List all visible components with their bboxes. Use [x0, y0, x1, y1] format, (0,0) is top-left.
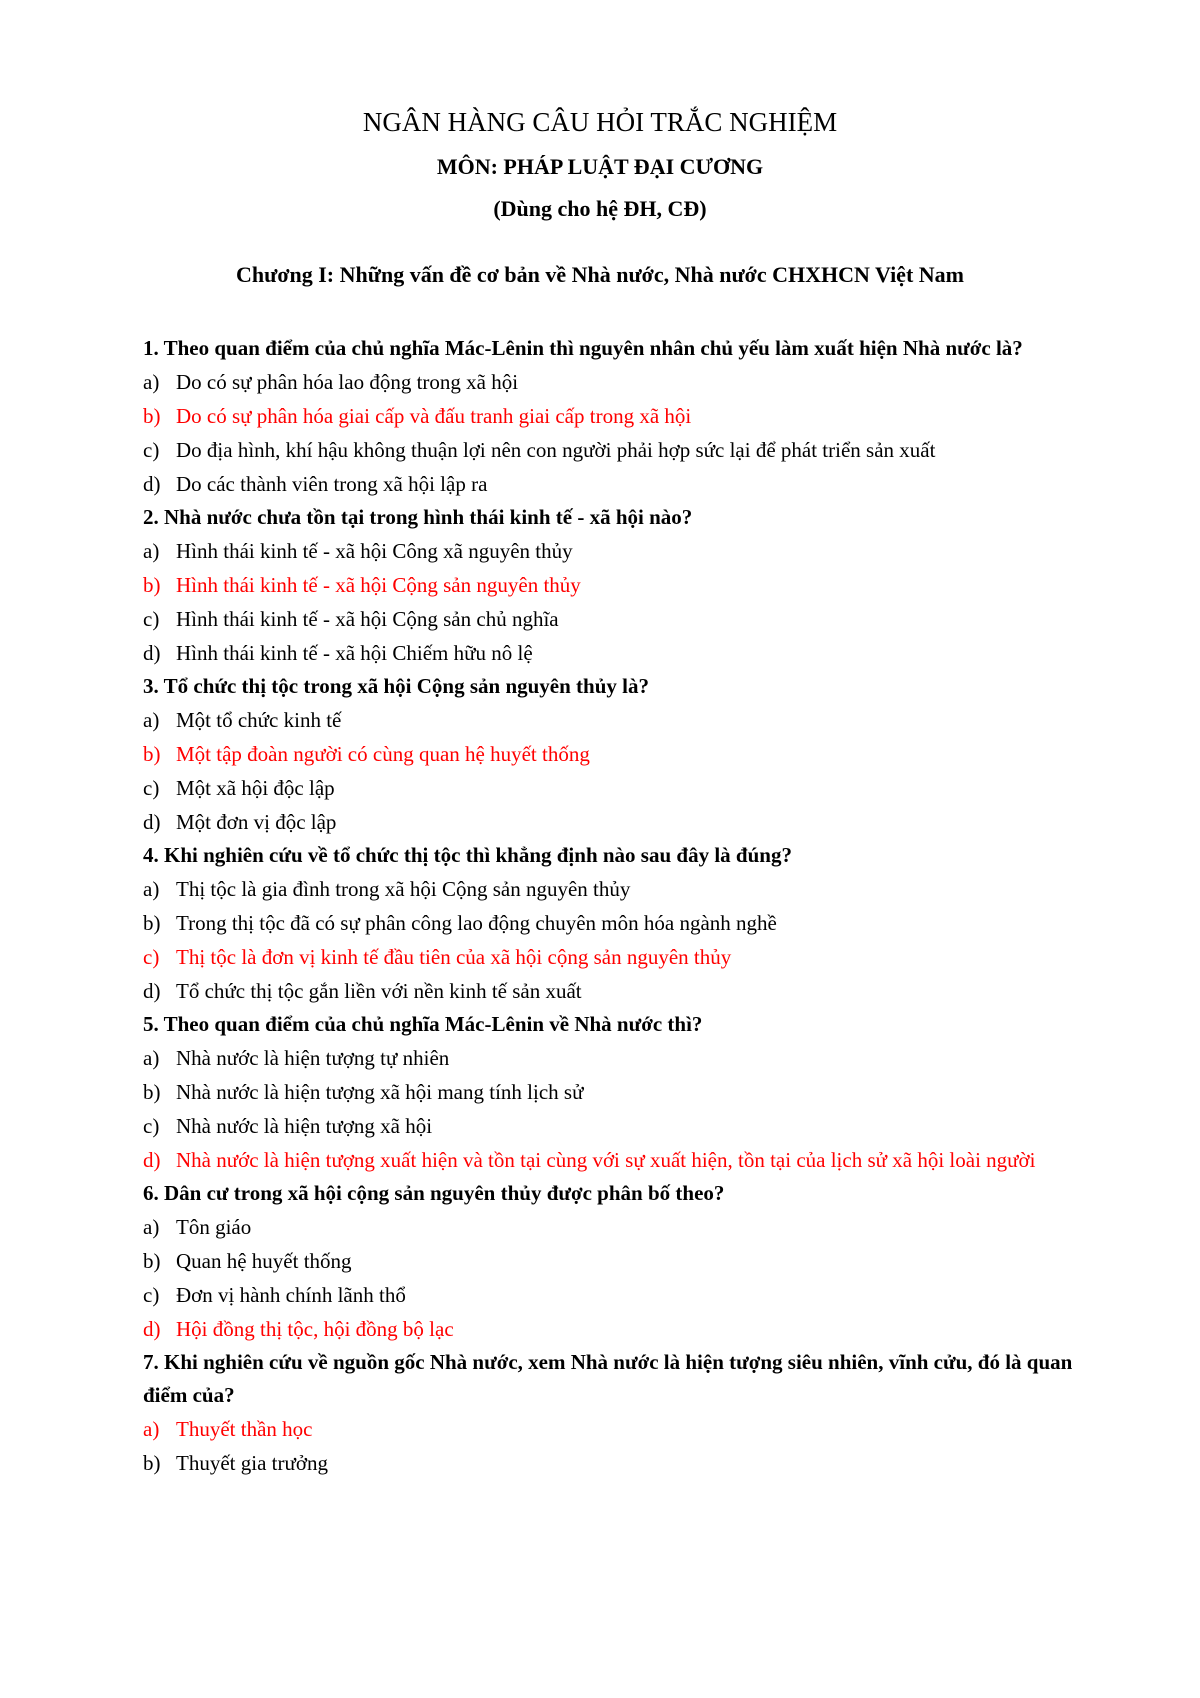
option-text: Trong thị tộc đã có sự phân công lao động chuyên môn hóa ngành nghề [176, 911, 777, 935]
question-item [143, 332, 1088, 501]
option-letter: b) [143, 1080, 161, 1104]
option-text: Hình thái kinh tế - xã hội Chiếm hữu nô lệ [176, 641, 533, 665]
answer-option-correct [143, 737, 1088, 771]
answer-option [143, 467, 1088, 501]
answer-option-correct [143, 1412, 1088, 1446]
answer-option [143, 1041, 1088, 1075]
option-letter: d) [143, 979, 161, 1003]
answer-option-correct [143, 568, 1088, 602]
answer-option [143, 1244, 1088, 1278]
answer-option [143, 872, 1088, 906]
option-letter: d) [143, 641, 161, 665]
option-letter: c) [143, 607, 160, 631]
option-text: Thuyết thần học [176, 1417, 313, 1441]
option-letter: c) [143, 438, 160, 462]
answer-option [143, 1109, 1088, 1143]
option-letter: a) [143, 1417, 160, 1441]
option-text: Do các thành viên trong xã hội lập ra [176, 472, 488, 496]
question-item [143, 670, 1088, 839]
option-text: Tôn giáo [176, 1215, 252, 1239]
question-stem: 6. Dân cư trong xã hội cộng sản nguyên thủy được phân bố theo? [143, 1181, 725, 1205]
option-letter: a) [143, 1215, 160, 1239]
answer-option [143, 365, 1088, 399]
question-stem: 3. Tổ chức thị tộc trong xã hội Cộng sản nguyên thủy là? [143, 674, 649, 698]
document-title: NGÂN HÀNG CÂU HỎI TRẮC NGHIỆM [362, 107, 838, 137]
option-letter: b) [143, 573, 161, 597]
option-text: Do địa hình, khí hậu không thuận lợi nên con người phải hợp sức lại để phát triển sản xuất [176, 438, 936, 462]
audience-note: (Dùng cho hệ ĐH, CĐ) [493, 196, 707, 221]
answer-option [143, 1210, 1088, 1244]
answer-option [143, 805, 1088, 839]
question-item [143, 1346, 1088, 1480]
option-text: Nhà nước là hiện tượng xã hội [176, 1114, 433, 1138]
option-text: Tổ chức thị tộc gắn liền với nền kinh tế sản xuất [176, 979, 582, 1003]
option-text: Nhà nước là hiện tượng tự nhiên [176, 1046, 450, 1070]
answer-option [143, 602, 1088, 636]
question-stem: 4. Khi nghiên cứu về tổ chức thị tộc thì khẳng định nào sau đây là đúng? [143, 843, 792, 867]
question-stem: 7. Khi nghiên cứu về nguồn gốc Nhà nước, xem Nhà nước là hiện tượng siêu nhiên, vĩnh cửu, đó là quan điểm của? [143, 1350, 1073, 1407]
answer-option [143, 534, 1088, 568]
option-letter: d) [143, 810, 161, 834]
question-stem: 1. Theo quan điểm của chủ nghĩa Mác-Lênin thì nguyên nhân chủ yếu làm xuất hiện Nhà nước là? [143, 336, 1023, 360]
answer-option [143, 1446, 1088, 1480]
option-text: Hội đồng thị tộc, hội đồng bộ lạc [176, 1317, 454, 1341]
option-letter: a) [143, 708, 160, 732]
option-text: Một đơn vị độc lập [176, 810, 337, 834]
option-text: Do có sự phân hóa lao động trong xã hội [176, 370, 519, 394]
option-letter: c) [143, 1283, 160, 1307]
option-text: Nhà nước là hiện tượng xã hội mang tính lịch sử [176, 1080, 584, 1104]
option-letter: d) [143, 472, 161, 496]
option-letter: b) [143, 404, 161, 428]
question-stem: 5. Theo quan điểm của chủ nghĩa Mác-Lênin về Nhà nước thì? [143, 1012, 703, 1036]
answer-option [143, 974, 1088, 1008]
option-letter: b) [143, 742, 161, 766]
option-letter: c) [143, 1114, 160, 1138]
answer-option [143, 1278, 1088, 1312]
option-text: Thị tộc là gia đình trong xã hội Cộng sản nguyên thủy [176, 877, 631, 901]
option-text: Quan hệ huyết thống [176, 1249, 352, 1273]
option-letter: c) [143, 945, 160, 969]
option-text: Một xã hội độc lập [176, 776, 335, 800]
option-letter: a) [143, 370, 160, 394]
option-text: Do có sự phân hóa giai cấp và đấu tranh giai cấp trong xã hội [176, 404, 692, 428]
question-item [143, 1177, 1088, 1346]
option-letter: a) [143, 877, 160, 901]
option-text: Thuyết gia trưởng [176, 1451, 328, 1475]
option-letter: c) [143, 776, 160, 800]
answer-option [143, 906, 1088, 940]
answer-option-correct [143, 940, 1088, 974]
answer-option-correct [143, 399, 1088, 433]
option-letter: d) [143, 1148, 161, 1172]
answer-option-correct [143, 1312, 1088, 1346]
option-letter: a) [143, 1046, 160, 1070]
option-letter: b) [143, 911, 161, 935]
question-item [143, 1008, 1088, 1177]
answer-option-correct [143, 1143, 1088, 1177]
option-text: Hình thái kinh tế - xã hội Công xã nguyên thủy [176, 539, 573, 563]
option-letter: d) [143, 1317, 161, 1341]
option-text: Hình thái kinh tế - xã hội Cộng sản chủ nghĩa [176, 607, 559, 631]
chapter-heading: Chương I: Những vấn đề cơ bản về Nhà nước, Nhà nước CHXHCN Việt Nam [236, 262, 964, 287]
answer-option [143, 433, 1088, 467]
subject-heading: MÔN: PHÁP LUẬT ĐẠI CƯƠNG [436, 154, 764, 179]
question-item [143, 839, 1088, 1008]
option-letter: b) [143, 1451, 161, 1475]
option-text: Một tổ chức kinh tế [176, 708, 342, 732]
answer-option [143, 636, 1088, 670]
answer-option [143, 703, 1088, 737]
option-text: Đơn vị hành chính lãnh thổ [176, 1283, 406, 1307]
answer-option [143, 1075, 1088, 1109]
option-text: Nhà nước là hiện tượng xuất hiện và tồn tại cùng với sự xuất hiện, tồn tại của lịch sử xã hội loài người [176, 1148, 1036, 1172]
option-text: Thị tộc là đơn vị kinh tế đầu tiên của xã hội cộng sản nguyên thủy [176, 945, 732, 969]
option-letter: b) [143, 1249, 161, 1273]
option-text: Một tập đoàn người có cùng quan hệ huyết thống [176, 742, 590, 766]
answer-option [143, 771, 1088, 805]
option-text: Hình thái kinh tế - xã hội Cộng sản nguyên thủy [176, 573, 581, 597]
question-stem: 2. Nhà nước chưa tồn tại trong hình thái kinh tế - xã hội nào? [143, 505, 693, 529]
question-item [143, 501, 1088, 670]
option-letter: a) [143, 539, 160, 563]
question-list [143, 332, 1088, 1480]
